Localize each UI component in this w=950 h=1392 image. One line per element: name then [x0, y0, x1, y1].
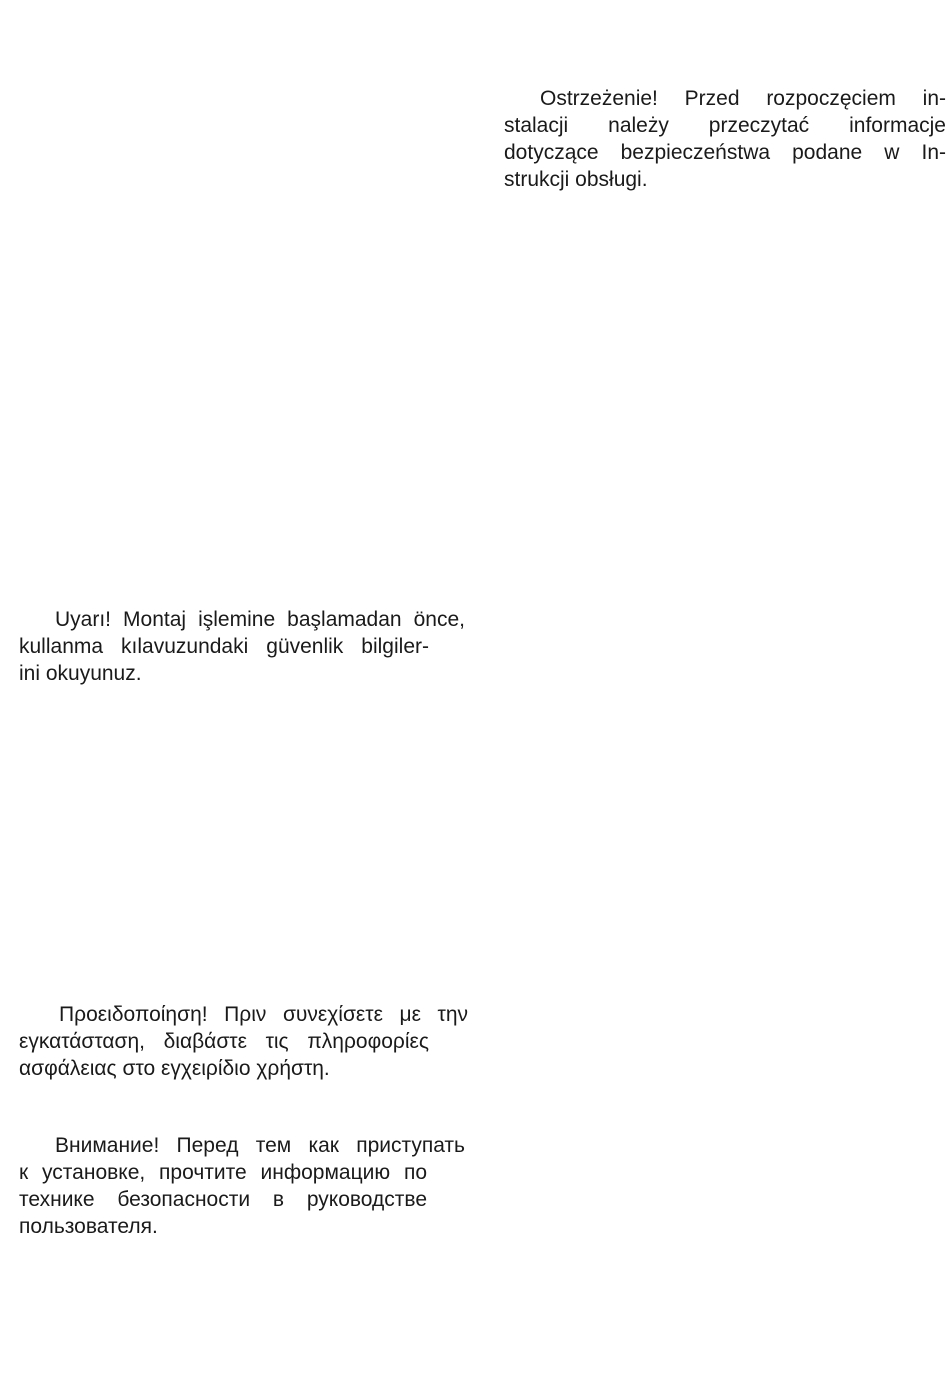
warning-greek-line: ασφάλειας στο εγχειρίδιο χρήστη.: [19, 1057, 330, 1080]
warning-russian-line: к установке, прочтите информацию по: [19, 1161, 427, 1184]
warning-russian-line: технике безопасности в руководстве: [19, 1188, 427, 1211]
warning-polish-line: strukcji obsługi.: [504, 168, 648, 191]
warning-polish-line: dotyczące bezpieczeństwa podane w In-: [504, 141, 946, 164]
warning-turkish-line: Uyarı! Montaj işlemine başlamadan önce,: [55, 608, 465, 631]
warning-turkish-line: kullanma kılavuzundaki güvenlik bilgiler-: [19, 635, 429, 658]
warning-russian-line: пользователя.: [19, 1215, 158, 1238]
warning-polish-line: Ostrzeżenie! Przed rozpoczęciem in-: [540, 87, 946, 110]
warning-turkish-line: ini okuyunuz.: [19, 662, 142, 685]
warning-russian: [19, 1132, 465, 1240]
warning-polish-line: stalacji należy przeczytać informacje: [504, 114, 946, 137]
warning-russian-line: Внимание! Перед тем как приступать: [55, 1134, 465, 1157]
warning-greek: [19, 1001, 468, 1082]
warning-turkish: [19, 606, 465, 687]
warning-polish: [504, 85, 946, 193]
warning-greek-line: Προειδοποίηση! Πριν συνεχίσετε με την: [59, 1003, 468, 1026]
warning-greek-line: εγκατάσταση, διαβάστε τις πληροφορίες: [19, 1030, 429, 1053]
